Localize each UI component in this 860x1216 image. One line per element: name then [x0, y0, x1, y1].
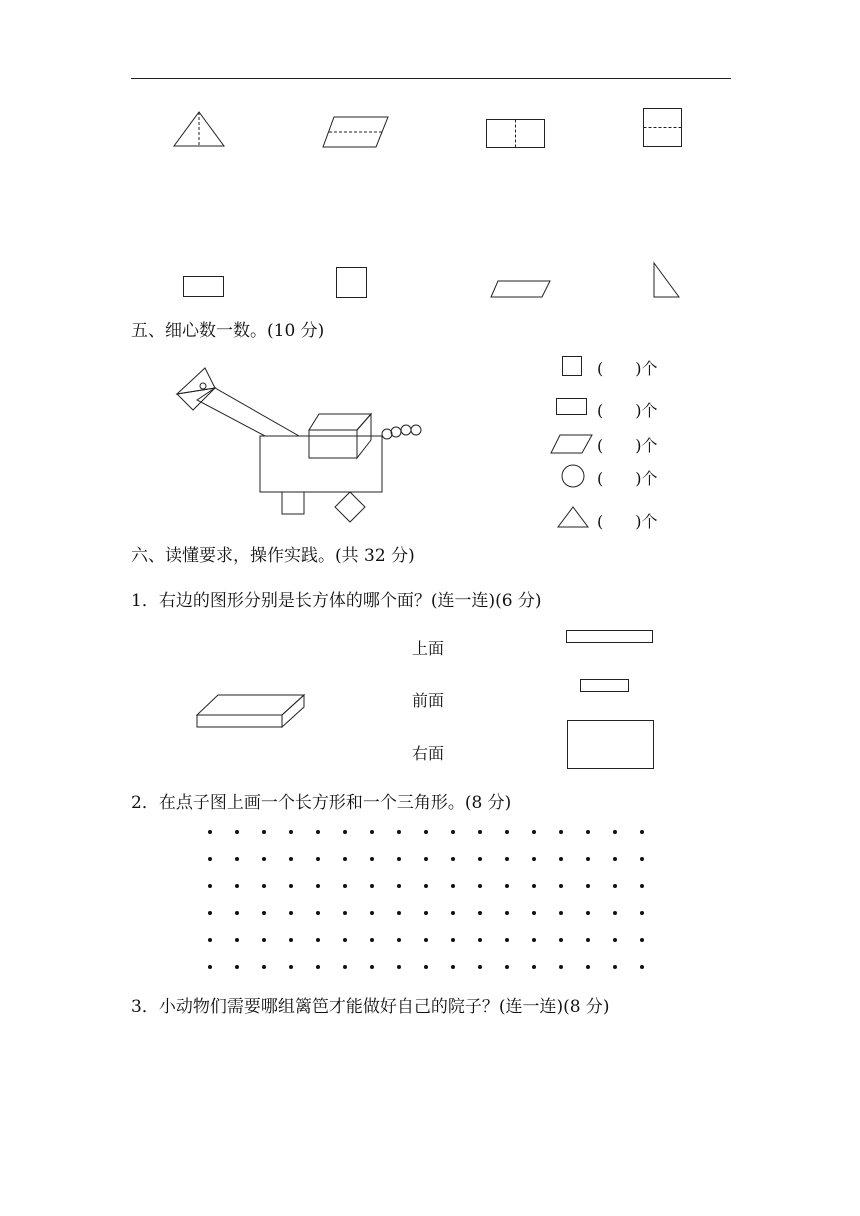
grid-dot[interactable]	[451, 911, 455, 915]
grid-dot[interactable]	[316, 857, 320, 861]
grid-dot[interactable]	[586, 911, 590, 915]
q3-text: 3．小动物们需要哪组篱笆才能做好自己的院子？(连一连)(8 分)	[131, 997, 610, 1017]
grid-dot[interactable]	[640, 911, 644, 915]
grid-dot[interactable]	[505, 830, 509, 834]
grid-dot[interactable]	[235, 884, 239, 888]
face-short-rectangle[interactable]	[580, 679, 630, 693]
grid-dot[interactable]	[208, 830, 212, 834]
grid-dot[interactable]	[424, 965, 428, 969]
grid-dot[interactable]	[613, 884, 617, 888]
grid-dot[interactable]	[559, 911, 563, 915]
grid-dot[interactable]	[451, 938, 455, 942]
grid-dot[interactable]	[370, 911, 374, 915]
grid-dot[interactable]	[397, 830, 401, 834]
grid-dot[interactable]	[532, 911, 536, 915]
folded-triangle-icon	[172, 110, 226, 148]
grid-dot[interactable]	[478, 857, 482, 861]
grid-dot[interactable]	[208, 938, 212, 942]
grid-dot[interactable]	[505, 857, 509, 861]
grid-dot[interactable]	[640, 884, 644, 888]
grid-dot[interactable]	[640, 938, 644, 942]
grid-dot[interactable]	[478, 911, 482, 915]
grid-dot[interactable]	[586, 884, 590, 888]
folded-square-icon	[643, 108, 683, 148]
grid-dot[interactable]	[289, 857, 293, 861]
face-label-front: 前面	[412, 691, 445, 710]
grid-dot[interactable]	[370, 830, 374, 834]
square-count-blank[interactable]: ( )个	[597, 359, 658, 378]
grid-dot[interactable]	[505, 938, 509, 942]
grid-dot[interactable]	[505, 884, 509, 888]
rectangle-count-blank[interactable]: ( )个	[597, 401, 658, 420]
grid-dot[interactable]	[586, 938, 590, 942]
grid-dot[interactable]	[397, 857, 401, 861]
grid-dot[interactable]	[586, 830, 590, 834]
grid-dot[interactable]	[424, 857, 428, 861]
grid-dot[interactable]	[586, 965, 590, 969]
grid-dot[interactable]	[424, 911, 428, 915]
dot-grid[interactable]	[208, 830, 648, 972]
small-square-icon	[336, 267, 368, 299]
grid-dot[interactable]	[316, 830, 320, 834]
grid-dot[interactable]	[559, 884, 563, 888]
face-large-rectangle[interactable]	[567, 720, 655, 770]
grid-dot[interactable]	[532, 884, 536, 888]
grid-dot[interactable]	[208, 884, 212, 888]
triangle-count-blank[interactable]: ( )个	[597, 512, 658, 531]
q1-text: 1．右边的图形分别是长方体的哪个面？(连一连)(6 分)	[131, 591, 542, 611]
grid-dot[interactable]	[262, 965, 266, 969]
grid-dot[interactable]	[424, 830, 428, 834]
grid-dot[interactable]	[613, 830, 617, 834]
grid-dot[interactable]	[343, 938, 347, 942]
grid-dot[interactable]	[505, 911, 509, 915]
grid-dot[interactable]	[478, 938, 482, 942]
grid-dot[interactable]	[451, 965, 455, 969]
section5-heading: 五、细心数一数。(10 分)	[131, 321, 325, 341]
small-rectangle-icon	[183, 276, 225, 298]
grid-dot[interactable]	[559, 830, 563, 834]
grid-dot[interactable]	[586, 857, 590, 861]
grid-dot[interactable]	[262, 938, 266, 942]
grid-dot[interactable]	[532, 857, 536, 861]
grid-dot[interactable]	[613, 938, 617, 942]
face-label-top: 上面	[412, 639, 445, 658]
grid-dot[interactable]	[235, 965, 239, 969]
grid-dot[interactable]	[235, 911, 239, 915]
grid-dot[interactable]	[289, 965, 293, 969]
grid-dot[interactable]	[343, 965, 347, 969]
right-triangle-icon	[653, 262, 681, 298]
square-icon	[562, 356, 582, 376]
grid-dot[interactable]	[289, 884, 293, 888]
grid-dot[interactable]	[397, 884, 401, 888]
grid-dot[interactable]	[424, 938, 428, 942]
circle-count-blank[interactable]: ( )个	[597, 469, 658, 488]
grid-dot[interactable]	[316, 884, 320, 888]
folded-parallelogram-icon	[322, 116, 390, 150]
parallelogram-icon	[550, 434, 594, 454]
grid-dot[interactable]	[208, 911, 212, 915]
grid-dot[interactable]	[451, 884, 455, 888]
grid-dot[interactable]	[397, 911, 401, 915]
section6-heading: 六、读懂要求，操作实践。(共 32 分)	[131, 546, 415, 566]
grid-dot[interactable]	[262, 830, 266, 834]
triangle-icon	[557, 506, 589, 528]
grid-dot[interactable]	[559, 965, 563, 969]
grid-dot[interactable]	[262, 884, 266, 888]
grid-dot[interactable]	[208, 857, 212, 861]
grid-dot[interactable]	[532, 830, 536, 834]
small-parallelogram-icon	[490, 280, 552, 298]
grid-dot[interactable]	[235, 938, 239, 942]
grid-dot[interactable]	[343, 830, 347, 834]
grid-dot[interactable]	[235, 830, 239, 834]
q2-text: 2．在点子图上画一个长方形和一个三角形。(8 分)	[131, 793, 512, 813]
grid-dot[interactable]	[343, 884, 347, 888]
grid-dot[interactable]	[343, 857, 347, 861]
grid-dot[interactable]	[424, 884, 428, 888]
face-long-rectangle[interactable]	[566, 630, 654, 644]
grid-dot[interactable]	[289, 830, 293, 834]
grid-dot[interactable]	[289, 938, 293, 942]
grid-dot[interactable]	[613, 911, 617, 915]
grid-dot[interactable]	[397, 938, 401, 942]
grid-dot[interactable]	[505, 965, 509, 969]
grid-dot[interactable]	[478, 884, 482, 888]
grid-dot[interactable]	[262, 857, 266, 861]
rectangle-icon	[556, 398, 588, 416]
folded-rectangle-icon	[486, 119, 546, 149]
grid-dot[interactable]	[451, 830, 455, 834]
grid-dot[interactable]	[289, 911, 293, 915]
cuboid-figure	[196, 693, 306, 729]
grid-dot[interactable]	[397, 965, 401, 969]
grid-dot[interactable]	[235, 857, 239, 861]
grid-dot[interactable]	[640, 965, 644, 969]
grid-dot[interactable]	[613, 857, 617, 861]
grid-dot[interactable]	[559, 938, 563, 942]
grid-dot[interactable]	[370, 965, 374, 969]
grid-dot[interactable]	[316, 938, 320, 942]
grid-dot[interactable]	[316, 911, 320, 915]
grid-dot[interactable]	[532, 938, 536, 942]
face-label-right: 右面	[412, 744, 445, 763]
grid-dot[interactable]	[559, 857, 563, 861]
grid-dot[interactable]	[208, 965, 212, 969]
grid-dot[interactable]	[370, 857, 374, 861]
grid-dot[interactable]	[613, 965, 617, 969]
grid-dot[interactable]	[370, 884, 374, 888]
grid-dot[interactable]	[370, 938, 374, 942]
grid-dot[interactable]	[532, 965, 536, 969]
grid-dot[interactable]	[478, 830, 482, 834]
grid-dot[interactable]	[478, 965, 482, 969]
grid-dot[interactable]	[262, 911, 266, 915]
grid-dot[interactable]	[640, 857, 644, 861]
grid-dot[interactable]	[316, 965, 320, 969]
grid-dot[interactable]	[343, 911, 347, 915]
top-rule	[131, 78, 731, 79]
shape-horse-figure	[175, 366, 425, 526]
grid-dot[interactable]	[640, 830, 644, 834]
circle-icon	[561, 464, 585, 488]
grid-dot[interactable]	[451, 857, 455, 861]
parallelogram-count-blank[interactable]: ( )个	[597, 436, 658, 455]
